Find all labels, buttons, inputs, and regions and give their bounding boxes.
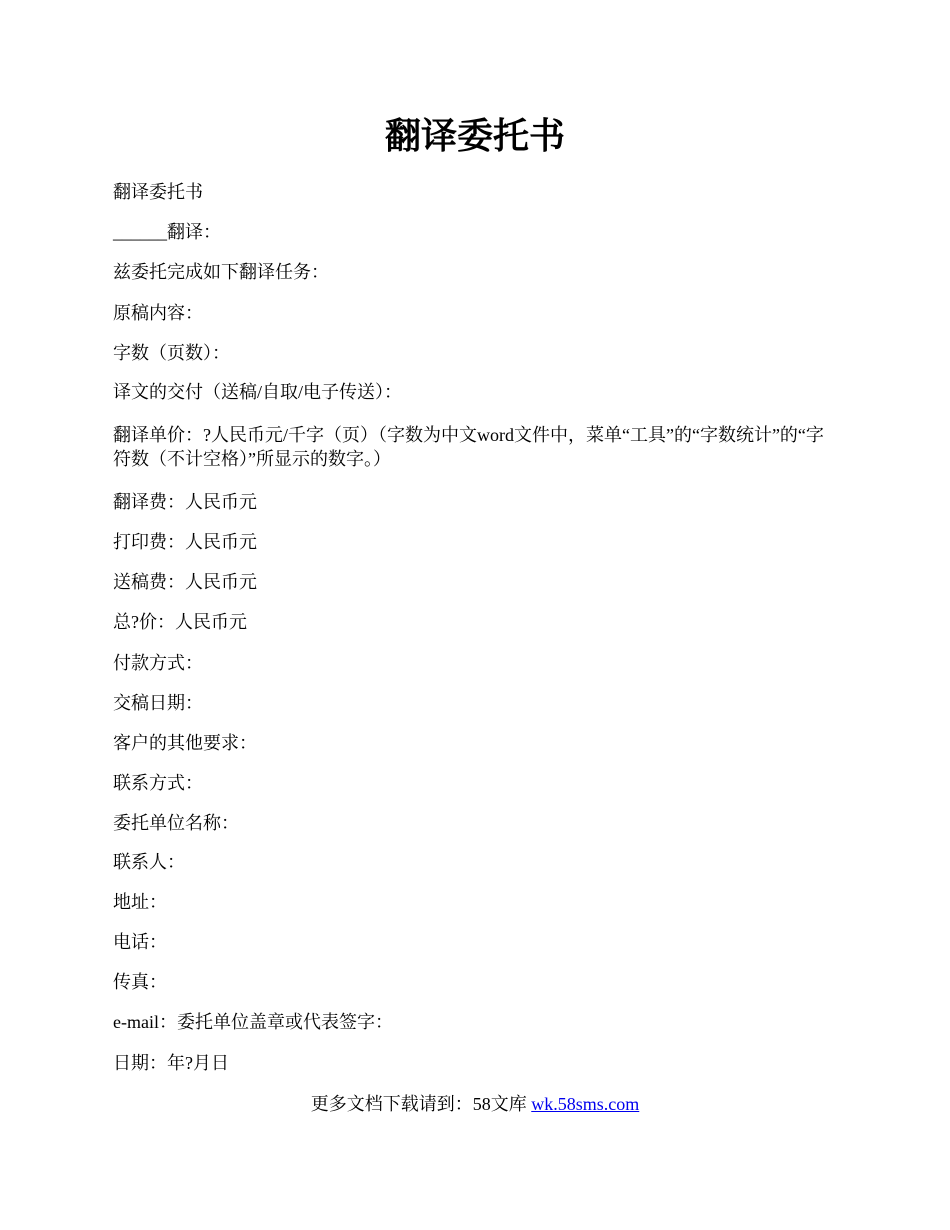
- doc-line-other-requirements: 客户的其他要求：: [113, 733, 257, 753]
- doc-line-word-count: 字数（页数）：: [113, 343, 230, 363]
- doc-line-unit-price: 翻译单价：?人民币元/千字（页）（字数为中文word文件中，菜单“工具”的“字数统计”的“字符数（不计空格）”所显示的数字。）: [113, 425, 824, 469]
- doc-line-contact-person: 联系人：: [113, 852, 185, 872]
- doc-line-delivery-fee: 送稿费：人民币元: [113, 572, 257, 592]
- doc-line-payment: 付款方式：: [113, 653, 203, 673]
- doc-line-source-content: 原稿内容：: [113, 303, 203, 323]
- doc-line-email-signature: e-mail：委托单位盖章或代表签字：: [113, 1012, 393, 1032]
- doc-line-delivery: 译文的交付（送稿/自取/电子传送）：: [113, 382, 403, 402]
- footer-link[interactable]: wk.58sms.com: [531, 1094, 640, 1114]
- doc-line-date: 日期：年?月日: [113, 1053, 229, 1073]
- doc-line-total-price: 总?价：人民币元: [113, 612, 247, 632]
- doc-line-translation-fee: 翻译费：人民币元: [113, 492, 257, 512]
- doc-line-client-name: 委托单位名称：: [113, 813, 239, 833]
- footer-text: 更多文档下载请到：58文库: [310, 1094, 532, 1114]
- doc-line-heading: 翻译委托书: [113, 182, 203, 202]
- doc-line-contact-method: 联系方式：: [113, 773, 203, 793]
- doc-line-printing-fee: 打印费：人民币元: [113, 532, 257, 552]
- doc-line-fax: 传真：: [113, 972, 167, 992]
- document-title: 翻译委托书: [384, 116, 565, 156]
- doc-line-translator: ______翻译：: [113, 222, 221, 242]
- doc-line-address: 地址：: [113, 892, 167, 912]
- doc-line-intro: 兹委托完成如下翻译任务：: [113, 262, 329, 282]
- doc-line-phone: 电话：: [113, 932, 167, 952]
- doc-line-due-date: 交稿日期：: [113, 693, 203, 713]
- footer: [0, 1092, 950, 1116]
